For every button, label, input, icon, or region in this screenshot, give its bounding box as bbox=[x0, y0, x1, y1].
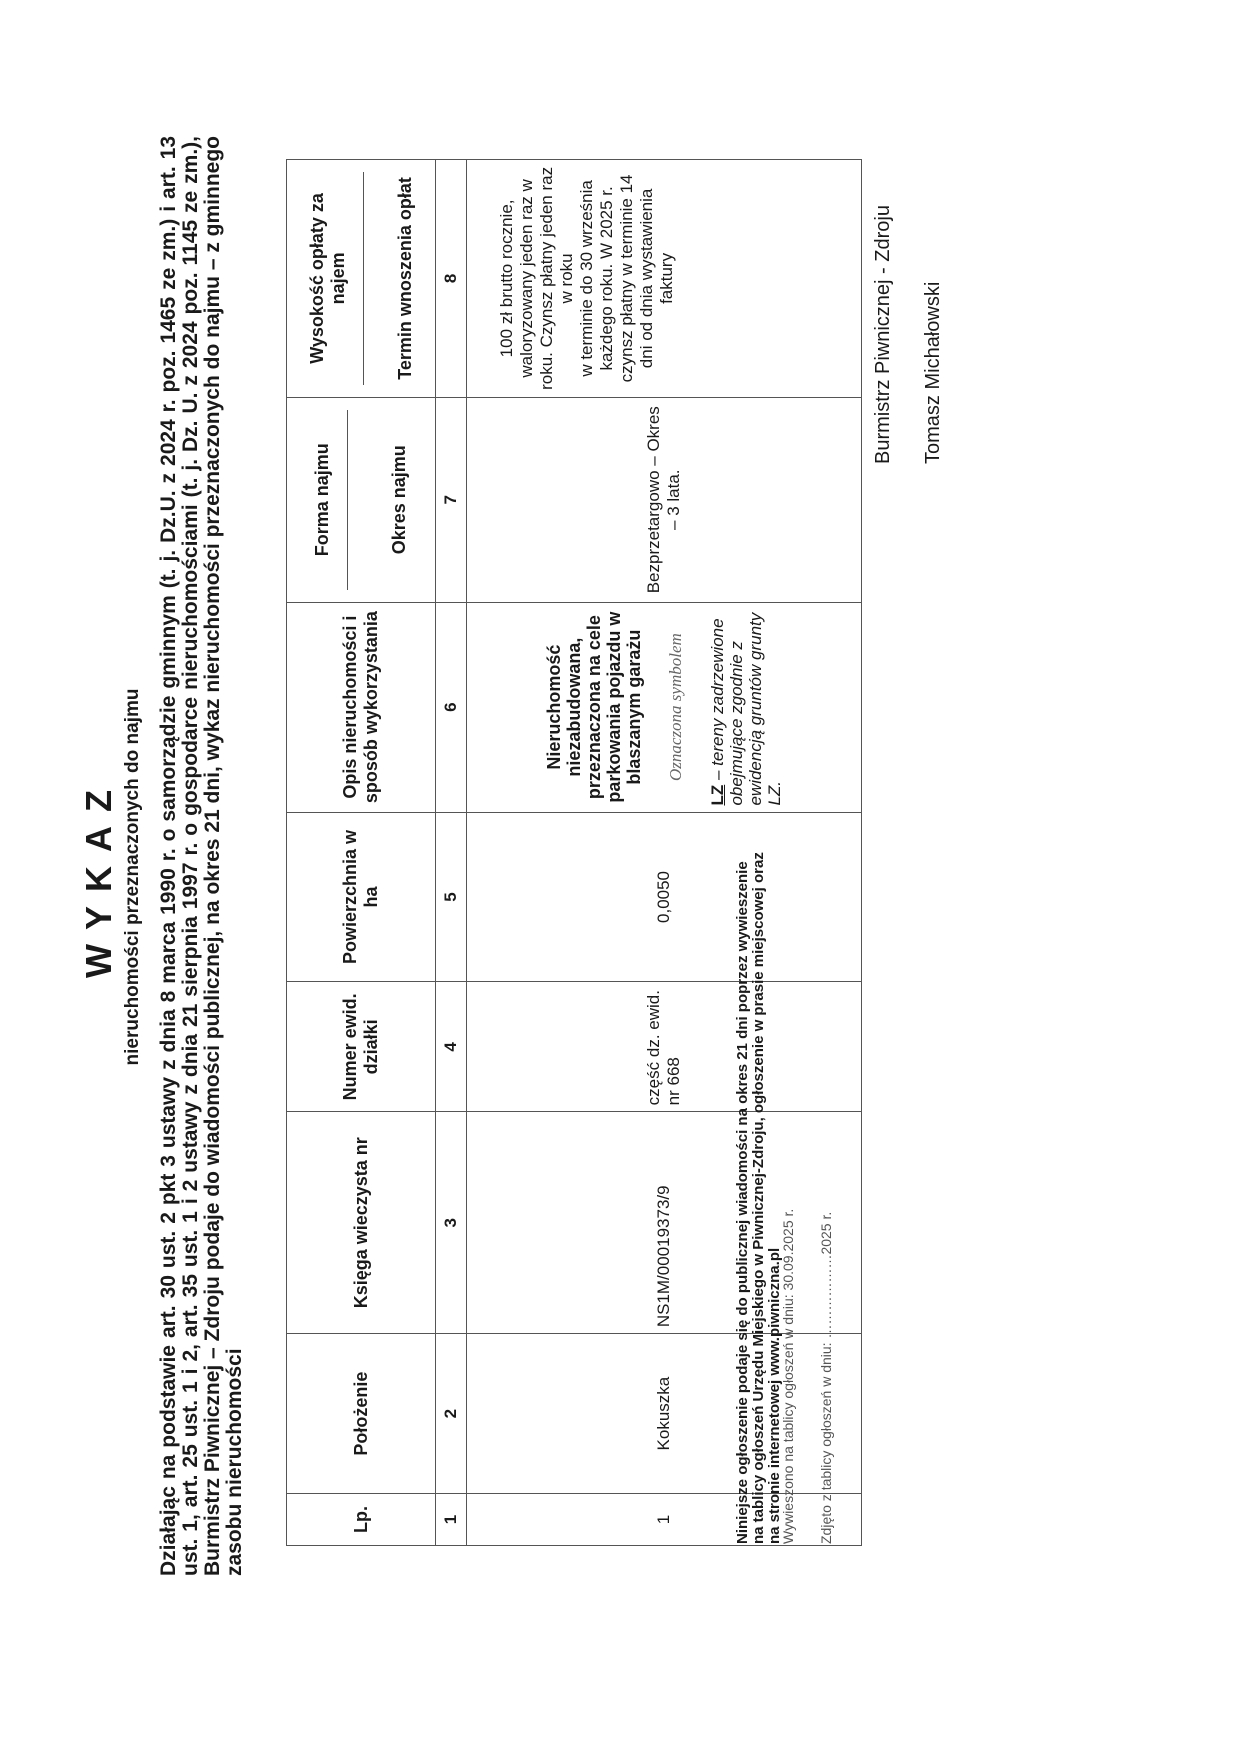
cell-powierzchnia: 0,0050 bbox=[467, 812, 862, 982]
lz-description: – tereny zadrzewione obejmujące zgodnie z ewidencją gruntów grunty LZ. bbox=[708, 612, 784, 806]
cell-forma-okres: Bezprzetargowo – Okres – 3 lata. bbox=[467, 397, 862, 602]
column-number: 1 bbox=[436, 1494, 467, 1546]
cell-oplata-termin bbox=[467, 160, 862, 398]
signatory-name: Tomasz Michałowski bbox=[922, 281, 944, 464]
signatory-role: Burmistrz Piwnicznej - Zdroju bbox=[872, 205, 894, 464]
column-number: 6 bbox=[436, 602, 467, 812]
oplata-text: 100 zł brutto rocznie, waloryzowany jeden raz w roku. Czynsz płatny jeden raz w roku bbox=[497, 166, 576, 390]
cell-numer: część dz. ewid. nr 668 bbox=[467, 982, 862, 1112]
cell-opis bbox=[467, 602, 862, 812]
header-okres: Okres najmu bbox=[389, 445, 410, 555]
header-numer: Numer ewid. działki bbox=[287, 982, 436, 1112]
cell-lp: 1 bbox=[467, 1494, 862, 1546]
column-number: 2 bbox=[436, 1334, 467, 1494]
header-polozenie: Położenie bbox=[287, 1334, 436, 1494]
posted-date: Wywieszono na tablicy ogłoszeń w dniu: 30.09.2025 r. bbox=[780, 1208, 796, 1544]
description-lz bbox=[708, 609, 784, 806]
lz-code: LZ bbox=[708, 784, 727, 806]
header-lp: Lp. bbox=[287, 1494, 436, 1546]
intro-text: Działając na podstawie art. 30 ust. 2 pkt 3 ustawy z dnia 8 marca 1990 r. o samorządzie gminnym (t. j. Dz.U. z 2024 r. poz. 1465 ze zm.) i art. 13 ust. 1, art. 25 ust. 1 i 2, art. 35 ust. 1 i 2 ustawy z dnia 21 sierpnia 1997 r. o gospodarce nieruchomościami (t. j. Dz. U. z 2024 poz. 1145 ze zm.), Burmistrz Piwnicznej – Zdroju podaje do wiadomości publicznej, na okres 21 dni, wykaz nieruchomości przeznaczonych do najmu – z gminnego zasobu nieruchomości bbox=[157, 136, 246, 1576]
removed-date: Zdjęto z tablicy ogłoszeń w dniu: ………………2025 r. bbox=[818, 1211, 834, 1544]
header-forma-okres bbox=[287, 397, 436, 602]
table-row bbox=[467, 160, 862, 1546]
termin-text: w terminie do 30 września każdego roku. W 2025 r. czynsz płatny w terminie 14 dni od dnia wystawienia faktury bbox=[577, 174, 676, 383]
column-number: 7 bbox=[436, 397, 467, 602]
intro-paragraph bbox=[158, 136, 246, 1576]
column-number: 8 bbox=[436, 160, 467, 398]
header-powierzchnia: Powierzchnia w ha bbox=[287, 812, 436, 982]
cell-ksiega: NS1M/00019373/9 bbox=[467, 1112, 862, 1334]
header-forma: Forma najmu bbox=[312, 410, 348, 590]
header-oplata-termin bbox=[287, 160, 436, 398]
cell-polozenie: Kokuszka bbox=[467, 1334, 862, 1494]
header-opis: Opis nieruchomości i sposób wykorzystania bbox=[287, 602, 436, 812]
header-termin: Termin wnoszenia opłat bbox=[394, 177, 415, 380]
table-header-row bbox=[287, 160, 436, 1546]
column-number: 3 bbox=[436, 1112, 467, 1334]
column-number: 4 bbox=[436, 982, 467, 1112]
description-symbol-label: Oznaczona symbolem bbox=[666, 633, 685, 781]
description-main: Nieruchomość niezabudowana, przeznaczona na cele parkowania pojazdu w blaszanym garażu bbox=[544, 611, 644, 803]
document-title: WYKAZ bbox=[78, 776, 119, 978]
column-number: 5 bbox=[436, 812, 467, 982]
document-subtitle: nieruchomości przeznaczonych do najmu bbox=[122, 688, 143, 1066]
publication-note: Niniejsze ogłoszenie podaje się do publicznej wiadomości na okres 21 dni poprzez wywieszenie na tablicy ogłoszeń Urzędu Miejskiego w Piwnicznej-Zdroju, ogłoszenie w prasie miejscowej oraz na stronie internetowej www.piwniczna.pl bbox=[734, 852, 783, 1544]
column-number-row bbox=[436, 160, 467, 1546]
header-wysokosc: Wysokość opłaty za najem bbox=[307, 172, 364, 385]
header-ksiega: Księga wieczysta nr bbox=[287, 1112, 436, 1334]
